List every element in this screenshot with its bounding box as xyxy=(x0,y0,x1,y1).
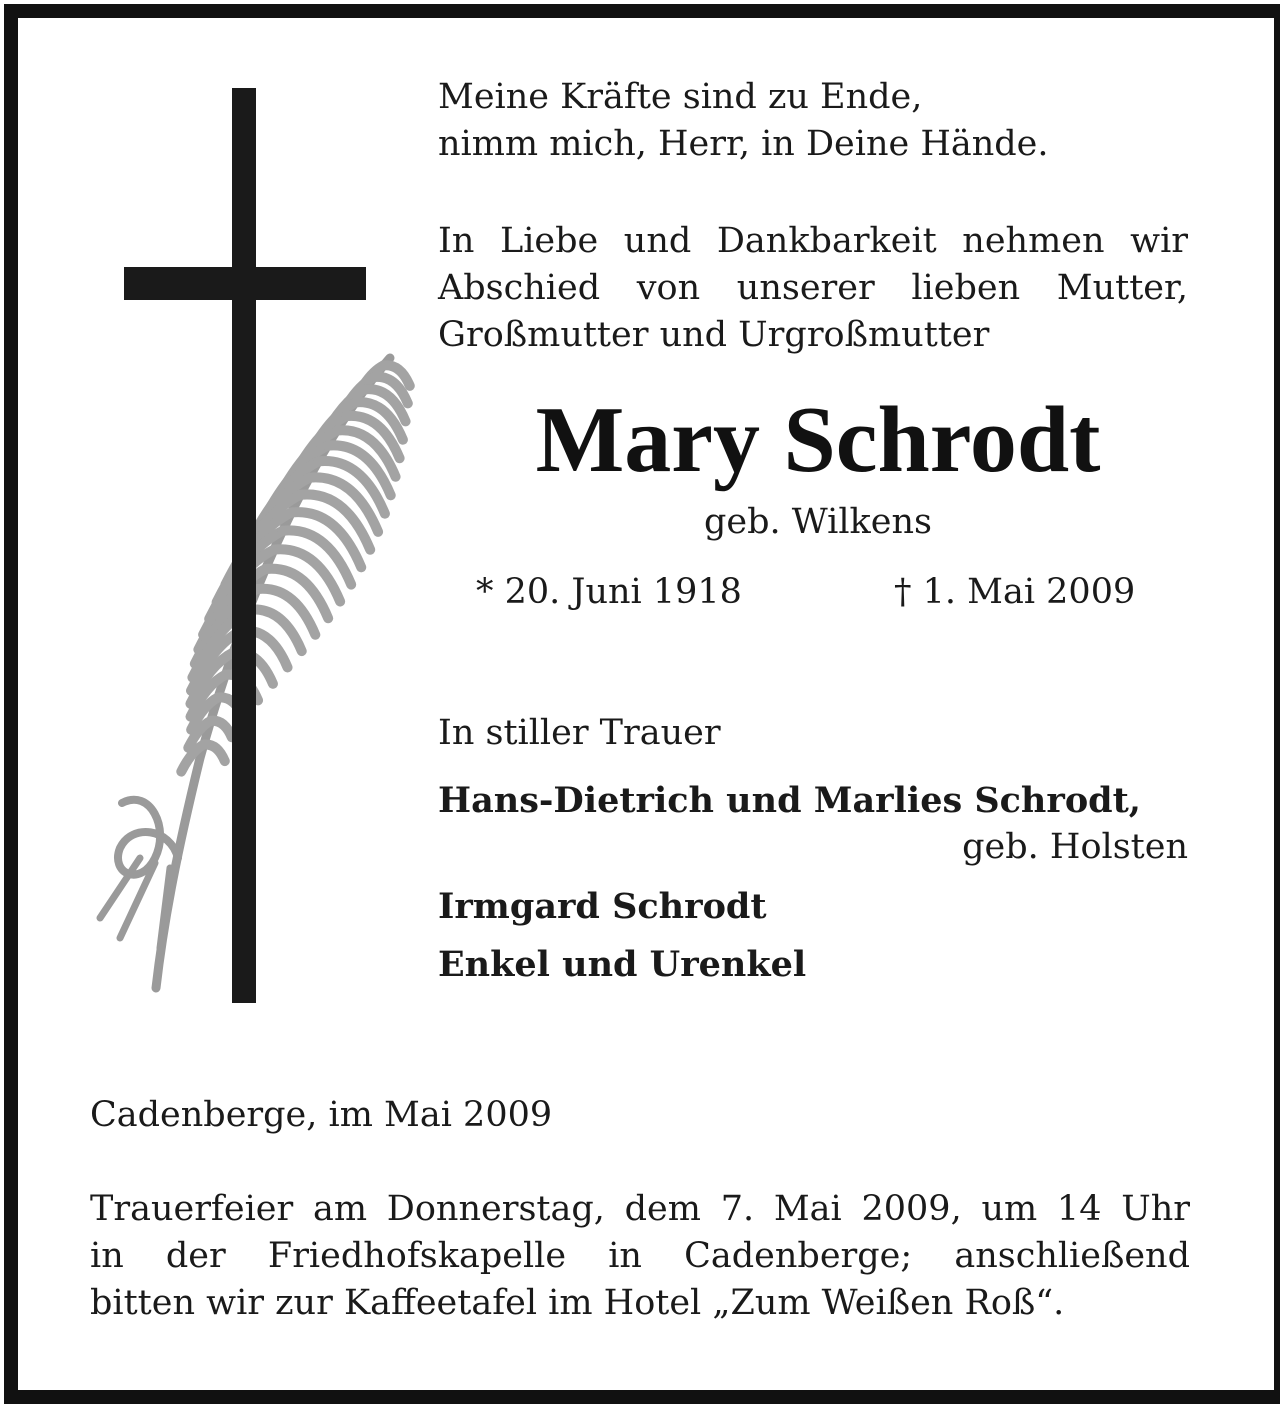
palm-frond xyxy=(211,721,232,738)
mourner-name: Enkel und Urenkel xyxy=(438,944,807,985)
mourning-intro-text: In stiller Trauer xyxy=(438,713,721,753)
memorial-motif xyxy=(60,58,420,1018)
intro-line: Großmutter und Urgroßmutter xyxy=(438,315,990,355)
mourning-intro xyxy=(438,710,1198,757)
place-date: Cadenberge, im Mai 2009 xyxy=(90,1095,553,1135)
intro-paragraph xyxy=(438,218,1188,359)
deceased-name: Mary Schrodt xyxy=(535,388,1101,492)
ceremony-line: bitten wir zur Kaffeetafel im Hotel „Zum Weißen Roß“. xyxy=(90,1283,1065,1323)
obituary-frame xyxy=(4,4,1280,1404)
birth-date: * 20. Juni 1918 xyxy=(476,572,742,612)
palm-frond xyxy=(204,744,225,761)
verse xyxy=(438,74,1198,168)
mourner-maiden-name: geb. Holsten xyxy=(962,827,1188,867)
ceremony-line: in der Friedhofskapelle in Cadenberge; anschließend xyxy=(90,1236,1190,1276)
ceremony-paragraph xyxy=(90,1186,1190,1327)
ceremony-line: Trauerfeier am Donnerstag, dem 7. Mai 2009, um 14 Uhr xyxy=(90,1189,1190,1229)
obituary-content xyxy=(18,18,1274,1390)
verse-line: nimm mich, Herr, in Deine Hände. xyxy=(438,124,1049,164)
intro-line: Abschied von unserer lieben Mutter, xyxy=(438,268,1188,308)
intro-line: In Liebe und Dankbarkeit nehmen wir xyxy=(438,221,1188,261)
death-date: † 1. Mai 2009 xyxy=(894,572,1136,612)
mourner-family-1 xyxy=(438,778,1188,870)
deceased-maiden-name: geb. Wilkens xyxy=(704,502,932,542)
mourner-name: Hans-Dietrich und Marlies Schrodt, xyxy=(438,780,1141,821)
mourner-name: Irmgard Schrodt xyxy=(438,886,767,927)
verse-line: Meine Kräfte sind zu Ende, xyxy=(438,77,923,117)
